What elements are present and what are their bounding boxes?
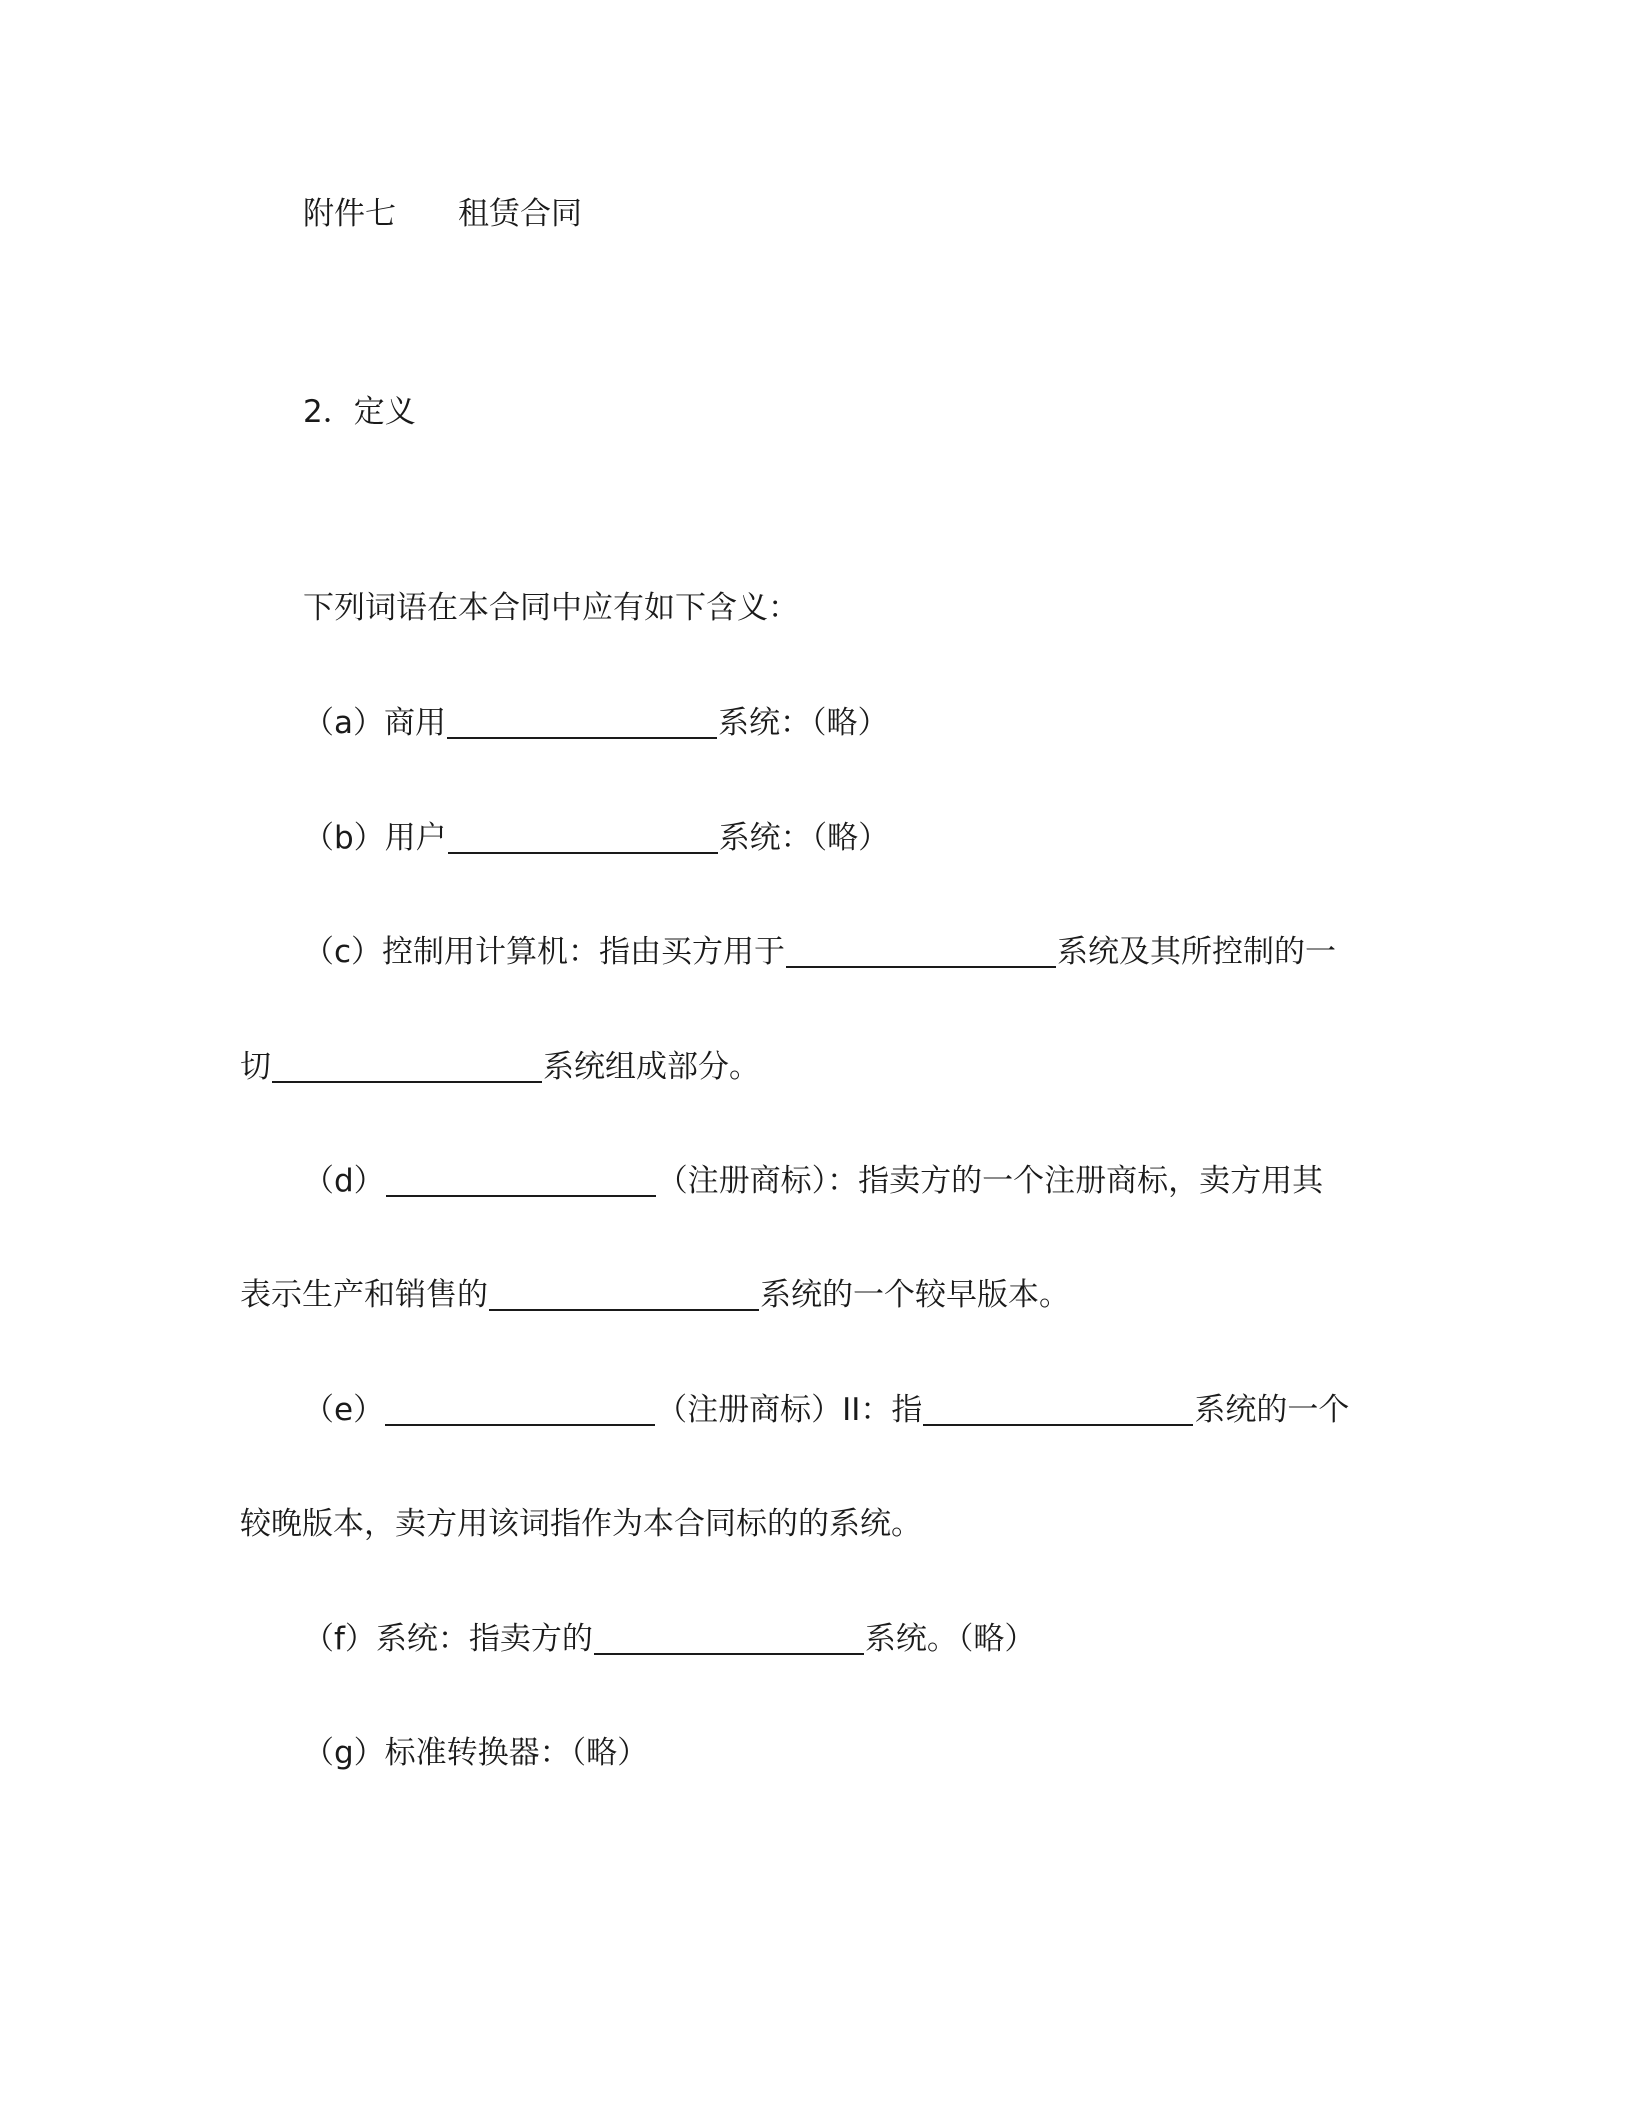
definition-d-continuation: 表示生产和销售的 系统的一个较早版本。 xyxy=(240,1277,1070,1313)
definition-a: （a）商用 系统：（略） xyxy=(303,705,889,741)
blank-field[interactable] xyxy=(923,1394,1193,1426)
blank-field[interactable] xyxy=(272,1051,542,1083)
blank-field[interactable] xyxy=(447,707,717,739)
section-heading: 2．定义 xyxy=(303,394,416,430)
blank-field[interactable] xyxy=(386,1165,656,1197)
intro-text: 下列词语在本合同中应有如下含义： xyxy=(303,590,799,626)
definition-f: （f）系统：指卖方的 系统。（略） xyxy=(303,1621,1036,1657)
document-heading xyxy=(303,194,582,234)
definition-d: （d） （注册商标）：指卖方的一个注册商标，卖方用其 xyxy=(303,1163,1324,1199)
definition-b: （b）用户 系统：（略） xyxy=(303,820,890,856)
blank-field[interactable] xyxy=(448,822,718,854)
definition-e: （e） （注册商标）II：指 系统的一个 xyxy=(303,1392,1350,1428)
contract-title: 租赁合同 xyxy=(458,196,582,232)
annex-label: 附件七 xyxy=(303,196,396,232)
blank-field[interactable] xyxy=(385,1394,655,1426)
definition-g: （g）标准转换器：（略） xyxy=(303,1735,649,1771)
definition-c: （c）控制用计算机：指由买方用于 系统及其所控制的一 xyxy=(303,934,1337,970)
blank-field[interactable] xyxy=(489,1279,759,1311)
blank-field[interactable] xyxy=(786,936,1056,968)
blank-field[interactable] xyxy=(594,1623,864,1655)
definition-c-continuation: 切 系统组成部分。 xyxy=(240,1049,760,1085)
definition-e-continuation: 较晚版本，卖方用该词指作为本合同标的的系统。 xyxy=(240,1506,922,1542)
